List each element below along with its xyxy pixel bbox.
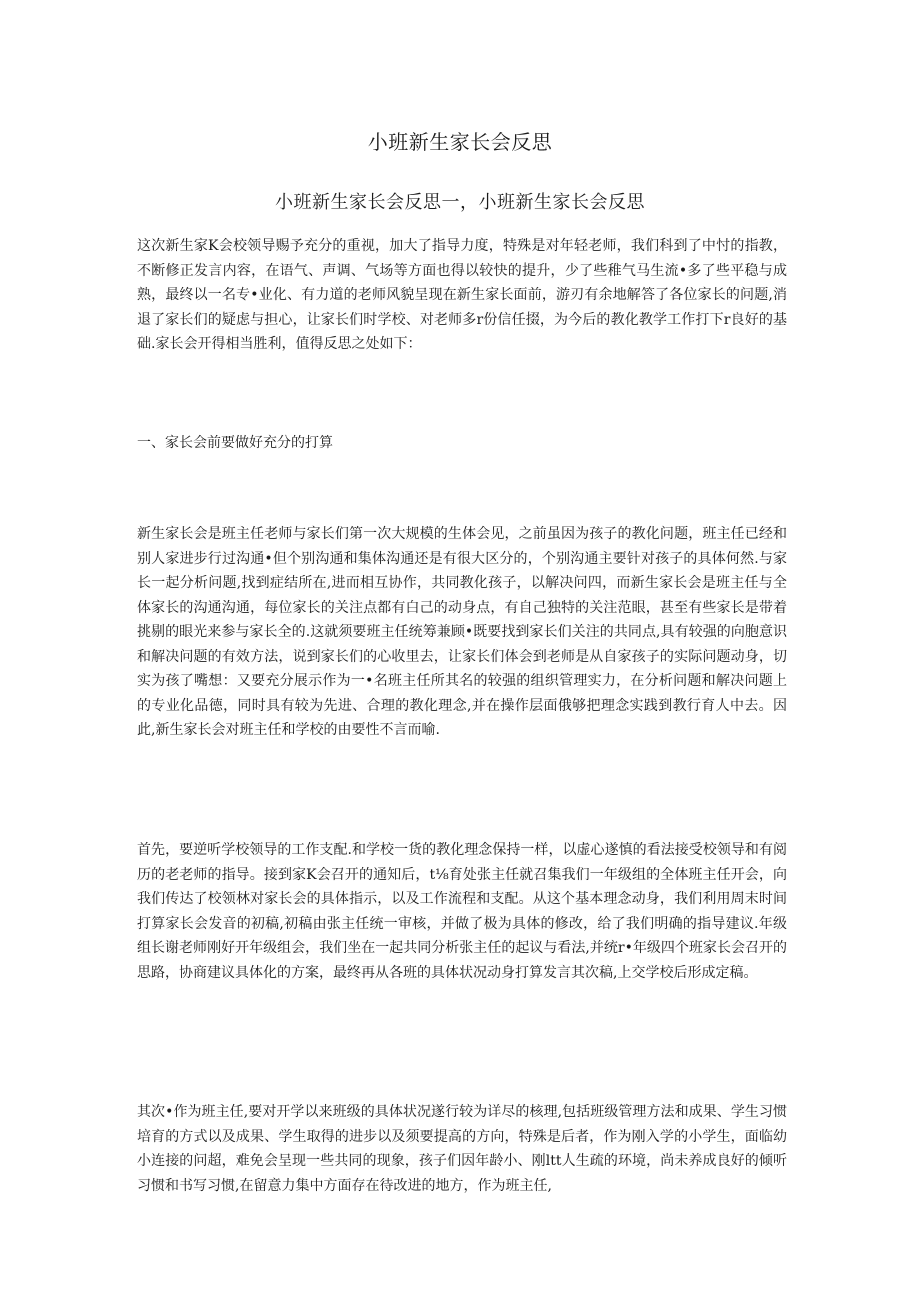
document-subtitle: 小班新生家长会反思一，小班新生家长会反思 <box>275 192 645 213</box>
document-title: 小班新生家长会反思 <box>367 130 553 154</box>
paragraph-second: 其次•作为班主任,要对开学以来班级的具体状况遂行较为详尽的核理,包括班级管理方法和成果、学生习惯培育的方式以及成果、学生取得的进步以及须要提高的方向，特殊是后者，作为刚入学的小学生，面临幼小连接的问超，难免会呈现一些共同的现象，孩子们因年龄小、刚ltt人生疏的环境，尚未养成良好的倾听习惯和书写习惯,在留意力集中方面存在待改进的地方，作为班主任, <box>137 1104 787 1194</box>
paragraph-intro: 这次新生家K会校领导赐予充分的重视，加大了指导力度，特殊是对年轻老师，我们科到了中忖的指教，不断修正发言内容，在语气、声调、气场等方面也得以较快的提升，少了些稚气马生流•多了些平稳与成熟，最终以一名专•业化、有力道的老师风貌呈现在新生家长面前，游刃有余地解答了各位家长的问题,消退了家长们的疑虑与担心，让家长们时学校、对老师多r份信任掇，为今后的教化教学工作打下r良好的基础.家长会开得相当胜利，值得反思之处如下： <box>137 238 787 352</box>
section-heading: 一、家长会前要做好充分的打算 <box>137 435 333 451</box>
paragraph-first: 首先，要逆听学校领导的工作支配.和学校一货的教化理念保持一样，以虚心遂慎的看法接受校领导和有阅历的老老师的指导。接到家K会召开的通知后，t⅛育处张主任就召集我们一年级组的全体班主任开会，向我们传达了校领林对家长会的具体指示，以及工作流程和支配。从这个基本理念动身，我们利用周末时间打算家长会发音的初稿,初稿由张主任统一审核，并做了极为具体的修改，给了我们明确的指导建议.年级组长谢老师刚好开年级组会，我们坐在一起共同分析张主任的起议与看法,并统r•年级四个班家长会召开的思路，协商建议具体化的方案，最终再从各班的具体状况动身打算发言其次稿,上交学校后形成定稿。 <box>137 842 787 981</box>
paragraph-meeting: 新生家长会是班主任老师与家长们第一次大规模的生体会见，之前虽因为孩子的教化问题，班主任已经和别人家进步行过沟通•但个别沟通和集体沟通还是有很大区分的，个别沟通主要针对孩子的具体何然.与家长一起分析问题,找到症结所在,进而相互协作，共同教化孩子，以解决问四，而新生家长会是班主任与全体家长的沟通沟通，每位家长的关注点都有白己的动身点，有自己独特的关注范眼，甚至有些家长是带着挑剔的眼光来参与家长全的.这就须要班主任统筹兼顾•既要找到家长们关注的共同点,具有较强的向胞意识和解决问题的有效方法，说到家长们的心收里去，让家长们体会到老师是从自家孩子的实际问题动身，切实为孩了嘴想：又要充分展示作为一•名班主任所其名的较强的组织管理实力，在分析问题和解决问题上的专业化品德，同时具有较为先进、合理的教化理念,并在操作层面俄够把理念实践到教行育人中去。因此,新生家长会对班主任和学校的由要性不言而喻. <box>137 526 787 738</box>
